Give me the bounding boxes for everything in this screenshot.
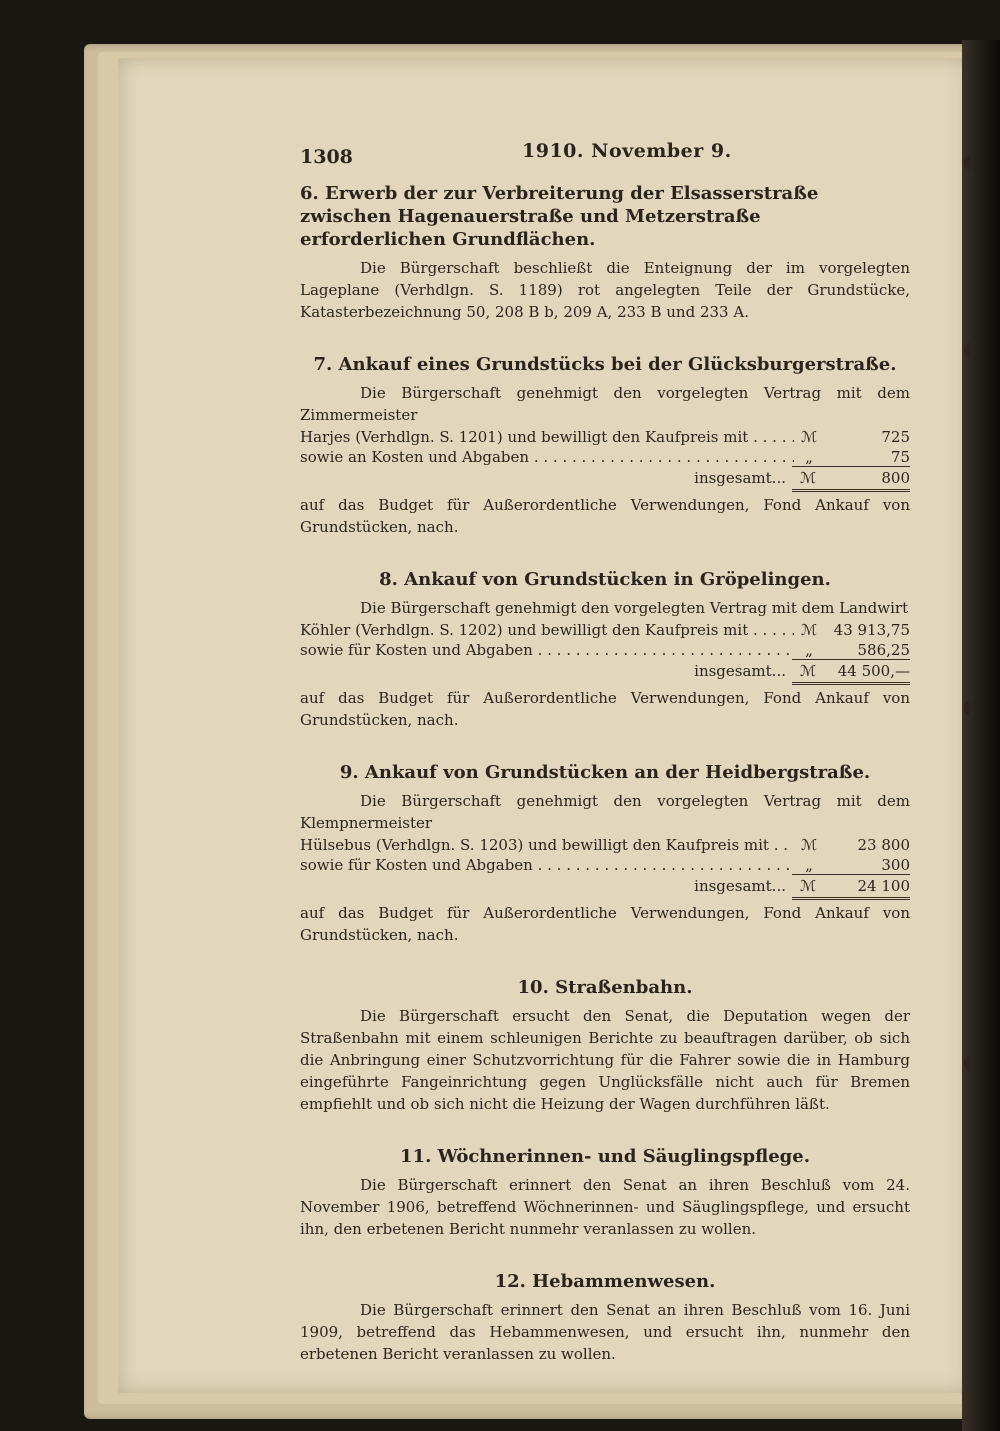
total-amount: 44 500,— [837,662,910,680]
total-label: insgesamt... [694,469,786,487]
section-8 [300,568,910,731]
section-title: 10. Straßenbahn. [517,977,693,998]
total-box [792,466,910,492]
currency: „ [805,448,813,466]
cost-table [300,426,910,486]
section-6 [300,182,910,323]
binding-clip [964,700,995,716]
cost-label: sowie an Kosten und Abgaben . . . [300,446,794,468]
section-12 [300,1270,910,1365]
amount: 300 [881,856,910,874]
book-binding [962,40,1000,1431]
currency: ℳ [800,836,818,854]
cost-row [300,639,910,659]
section-after: auf das Budget für Außerordentliche Verwendungen, Fond Ankauf von Grundstücken, nach. [300,904,910,944]
section-intro: Die Bürgerschaft genehmigt den vorgelegten Vertrag mit dem Landwirt [360,599,909,617]
section-body: Die Bürgerschaft beschließt die Enteignung der im vorgelegten Lageplane (Verhdlgn. S. 1189) rot angelegten Teile der Grundstücke, Katasterbezeichnung 50, 208 B b, 209 A, 233 B und 233 A. [300,259,910,321]
total-row [300,874,910,894]
total-row [300,659,910,679]
currency: ℳ [800,428,818,446]
page-number: 1308 [300,146,353,168]
running-head-text: 1910. November 9. [522,140,732,162]
total-box [792,659,910,685]
amount: 75 [890,448,910,466]
currency: ℳ [800,621,818,639]
binding-clip [964,1055,995,1071]
cost-row [300,426,910,446]
cost-row [300,854,910,874]
section-title: 6. Erwerb der zur Verbreiterung der Elsasserstraße zwischen Hagenauerstraße und Metzerstraße erforderlichen Grundflächen. [300,183,819,250]
section-intro: Die Bürgerschaft genehmigt den vorgelegten Vertrag mit dem Klempnermeister [300,792,910,832]
cost-label: Harjes (Verhdlgn. S. 1201) und bewilligt den Kaufpreis mit . . . [300,426,794,448]
section-body: Die Bürgerschaft ersucht den Senat, die Deputation wegen der Straßenbahn mit einem schleunigen Berichte zu beauftragen darüber, ob sich die Anbringung einer Schutzvorrichtung für die Fahrer sowie die in Hamburg eingeführte Fangeinrichtung gegen Unglücksfälle nicht auch für Bremen empfiehlt und ob sich nicht die Heizung der Wagen durchführen läßt. [300,1007,910,1113]
section-body: Die Bürgerschaft erinnert den Senat an ihren Beschluß vom 24. November 1906, betreffend Wöchnerinnen- und Säuglingspflege, und ersucht ihn, den erbetenen Bericht nunmehr veranlassen zu wollen. [300,1176,910,1238]
binding-clip [964,342,995,358]
total-label: insgesamt... [694,662,786,680]
running-head [522,140,732,162]
cost-row [300,619,910,639]
amount: 586,25 [857,641,910,659]
section-11 [300,1145,910,1240]
currency: ℳ [799,877,817,895]
cost-table [300,834,910,894]
currency: ℳ [799,662,817,680]
cost-row [300,446,910,466]
section-body: Die Bürgerschaft erinnert den Senat an ihren Beschluß vom 16. Juni 1909, betreffend das Hebammenwesen, und ersucht ihn, nunmehr den erbetenen Bericht veranlassen zu wollen. [300,1301,910,1363]
total-amount: 800 [881,469,910,487]
cost-label: sowie für Kosten und Abgaben . . . [300,639,794,661]
total-label: insgesamt... [694,877,786,895]
cost-label: Hülsebus (Verhdlgn. S. 1203) und bewilligt den Kaufpreis mit . . . [300,834,794,856]
section-10 [300,976,910,1115]
section-title: 9. Ankauf von Grundstücken an der Heidbergstraße. [339,762,871,783]
total-box [792,874,910,900]
section-9 [300,761,910,946]
section-after: auf das Budget für Außerordentliche Verwendungen, Fond Ankauf von Grundstücken, nach. [300,496,910,536]
cost-table [300,619,910,679]
cost-label: Köhler (Verhdlgn. S. 1202) und bewilligt den Kaufpreis mit . . . [300,619,794,641]
section-title: 7. Ankauf eines Grundstücks bei der Glücksburgerstraße. [313,354,897,375]
section-title: 8. Ankauf von Grundstücken in Gröpelingen. [379,569,831,590]
total-amount: 24 100 [857,877,910,895]
section-intro: Die Bürgerschaft genehmigt den vorgelegten Vertrag mit dem Zimmermeister [300,384,910,424]
section-after: auf das Budget für Außerordentliche Verwendungen, Fond Ankauf von Grundstücken, nach. [300,689,910,729]
section-title: 11. Wöchnerinnen- und Säuglingspflege. [400,1146,810,1167]
page-content [300,182,910,1395]
currency: „ [805,641,813,659]
section-title: 12. Hebammenwesen. [494,1271,716,1292]
cost-row [300,834,910,854]
currency: „ [805,856,813,874]
cost-label: sowie für Kosten und Abgaben . . . [300,854,794,876]
amount: 43 913,75 [833,621,910,639]
binding-clip [964,155,995,171]
section-7 [300,353,910,538]
amount: 725 [881,428,910,446]
total-row [300,466,910,486]
amount: 23 800 [857,836,910,854]
page-header [300,140,900,170]
currency: ℳ [799,469,817,487]
